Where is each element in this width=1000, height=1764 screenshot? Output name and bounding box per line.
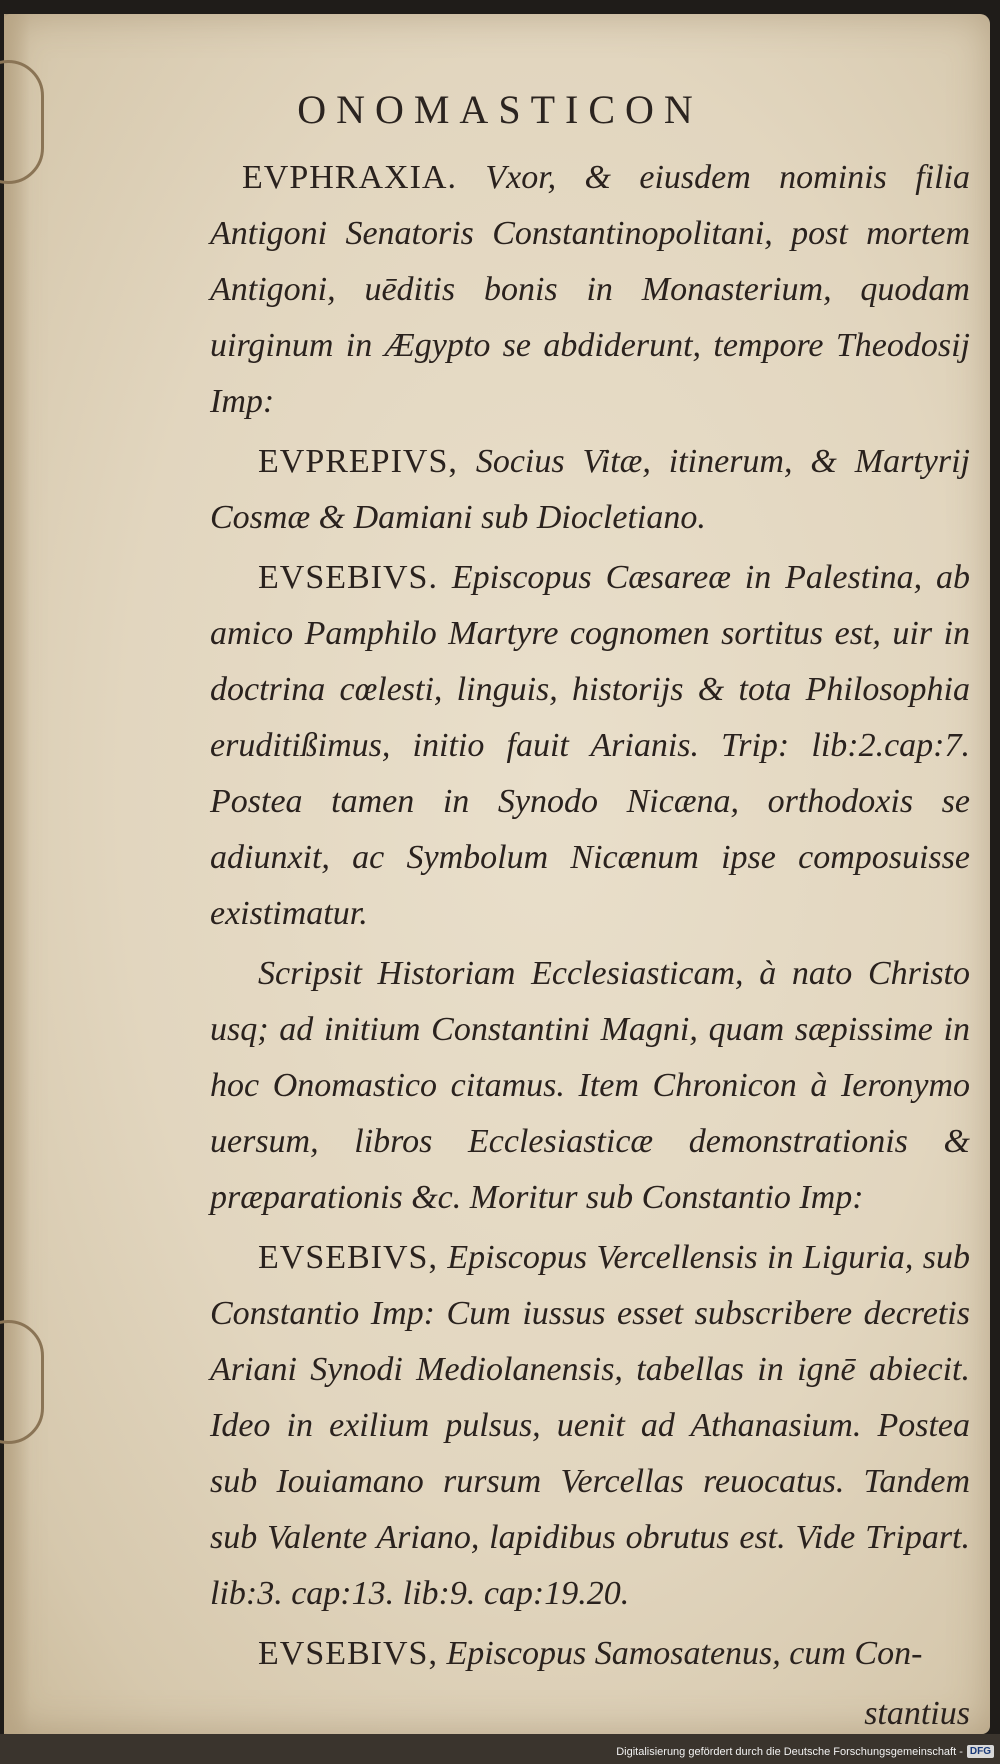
running-head: ONOMASTICON <box>297 87 703 132</box>
page-gutter-shadow <box>4 14 30 1734</box>
entry-head: EVSEBIVS, <box>258 1239 438 1276</box>
digitization-footer <box>616 1745 994 1758</box>
entry-text: Episcopus Cæsareæ in Palestina, ab amico Pamphilo Martyre cognomen sortitus est, uir in doctrina cœlesti, linguis, historijs & tota Philosophia eruditißimus, initio fauit Arianis. Trip: lib:2.cap:7. Postea tamen in Synodo Nicæna, orthodoxis se adiunxit, ac Symbolum Nicænum ipse composuisse existimatur. <box>210 559 970 932</box>
entry-head: EVPHRAXIA. <box>242 159 457 196</box>
catchword: stantius <box>864 1695 970 1732</box>
entry-eusebius-caesarea <box>210 550 970 942</box>
entry-text: Scripsit Historiam Ecclesiasticam, à nato Christo usq; ad initium Constantini Magni, quam sæpissime in hoc Onomastico citamus. Item Chronicon à Ieronymo uersum, libros Ecclesiasticæ demonstrationis & præparationis &c. Moritur sub Constantio Imp: <box>210 955 970 1216</box>
entry-eusebius-vercelli <box>210 1230 970 1622</box>
entry-text: Episcopus Vercellensis in Liguria, sub Constantio Imp: Cum iussus esset subscribere decretis Ariani Synodi Mediolanensis, tabellas in ignē abiecit. Ideo in exilium pulsus, uenit ad Athanasium. Postea sub Iouiamano rursum Vercellas reuocatus. Tandem sub Valente Ariano, lapidibus obrutus est. Vide Tripart. lib:3. cap:13. lib:9. cap:19.20. <box>210 1239 970 1612</box>
dfg-logo: DFG <box>967 1745 994 1758</box>
footer-text: Digitalisierung gefördert durch die Deutsche Forschungsgemeinschaft - <box>616 1745 963 1758</box>
entry-eusebius-samosata <box>210 1626 970 1682</box>
entry-euprepius <box>210 434 970 546</box>
entry-head: EVPREPIVS, <box>258 443 458 480</box>
entry-continuation <box>210 946 970 1226</box>
entry-text: Vxor, & eiusdem nominis filia Antigoni Senatoris Constantinopolitani, post mortem Antigoni, uēditis bonis in Monasterium, quodam uirginum in Ægypto se abdiderunt, tempore Theodosij Imp: <box>210 159 971 420</box>
main-text <box>210 150 970 1742</box>
entry-euphraxia <box>210 150 970 430</box>
entry-text: Socius Vitæ, itinerum, & Martyrij Cosmæ & Damiani sub Diocletiano. <box>210 443 970 536</box>
entry-head: EVSEBIVS, <box>258 1635 438 1672</box>
entry-head: EVSEBIVS. <box>258 559 438 596</box>
binding-ring-bottom <box>0 1320 44 1444</box>
entry-text: Episcopus Samosatenus, cum Con- <box>446 1635 923 1672</box>
